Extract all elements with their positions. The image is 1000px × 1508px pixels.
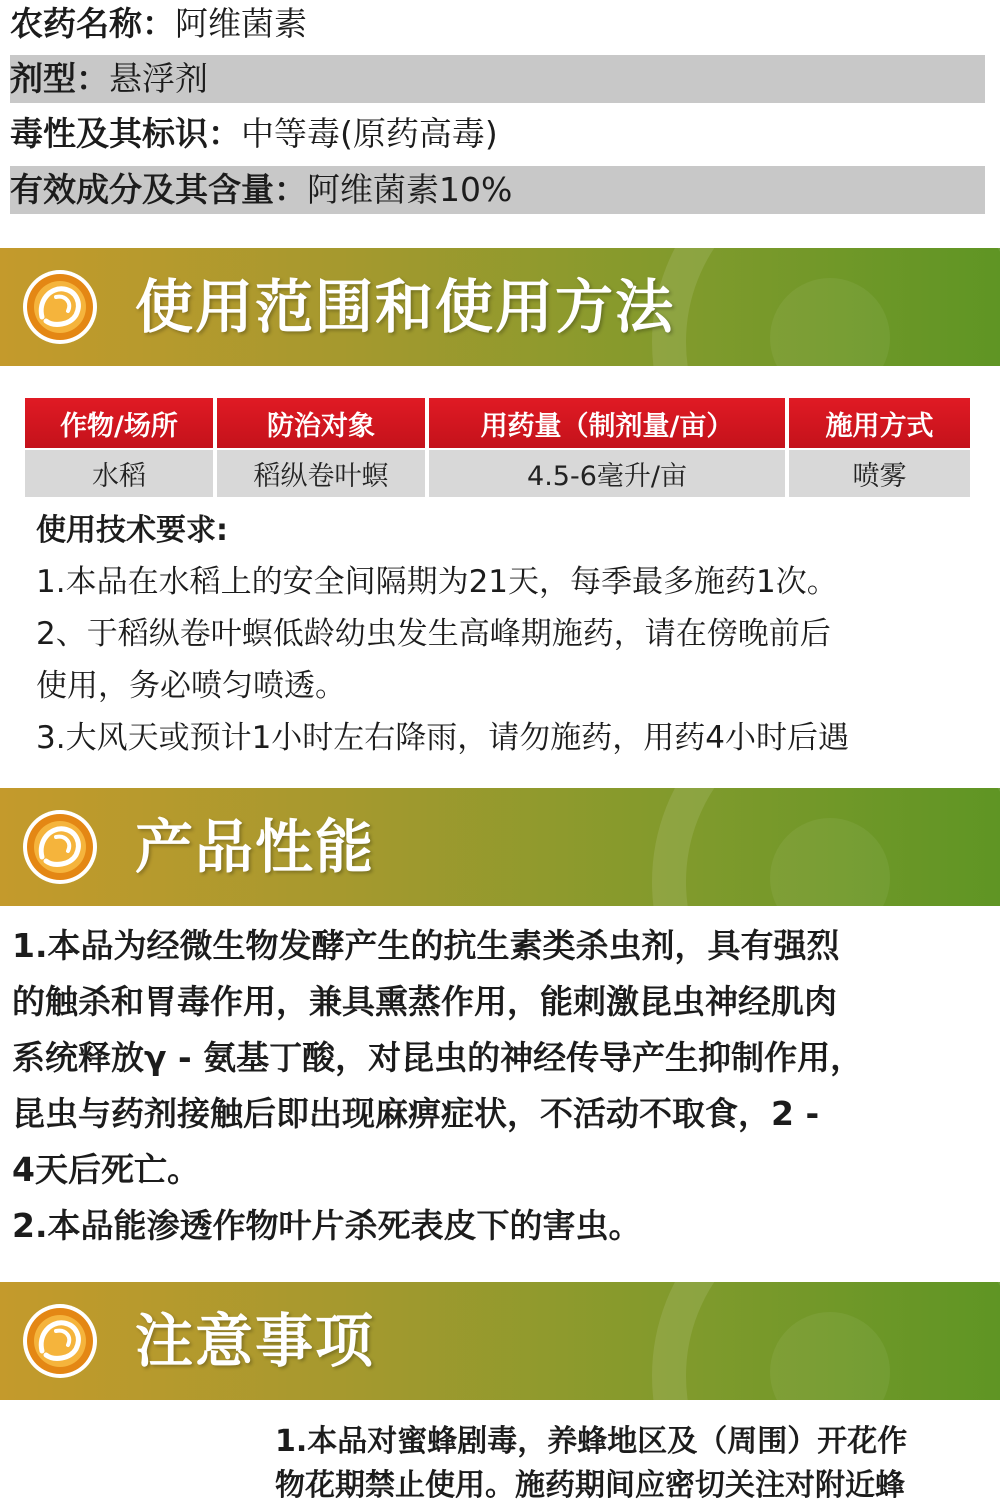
table-cell: 喷雾 — [787, 449, 970, 497]
usage-requirements — [36, 506, 971, 764]
section-banner-usage — [0, 248, 1000, 366]
dosage-table — [25, 398, 970, 497]
usage-heading: 使用技术要求: — [36, 513, 228, 548]
table-header-cell: 防治对象 — [215, 398, 427, 449]
usage-line: 3.大风天或预计1小时左右降雨，请勿施药，用药4小时后遇 — [36, 720, 850, 756]
performance-line: 昆虫与药剂接触后即出现麻痹症状，不活动不取食，2 - — [12, 1094, 820, 1133]
info-row-formulation — [10, 55, 985, 103]
table-cell: 4.5-6毫升/亩 — [427, 449, 787, 497]
info-label: 剂型： — [10, 59, 109, 98]
brand-logo-icon — [20, 1301, 100, 1381]
notes-line: 1.本品对蜜蜂剧毒，养蜂地区及（周围）开花作 — [275, 1424, 908, 1459]
table-header-cell: 作物/场所 — [25, 398, 215, 449]
performance-line: 的触杀和胃毒作用，兼具熏蒸作用，能刺激昆虫神经肌肉 — [12, 982, 837, 1021]
performance-text — [12, 918, 987, 1254]
info-label: 毒性及其标识： — [10, 114, 241, 153]
info-row-name — [10, 0, 985, 48]
section-title: 使用范围和使用方法 — [135, 273, 676, 341]
usage-line: 1.本品在水稻上的安全间隔期为21天，每季最多施药1次。 — [36, 564, 838, 600]
table-row — [25, 449, 970, 497]
info-value: 中等毒(原药高毒) — [241, 114, 498, 153]
performance-line: 2.本品能渗透作物叶片杀死表皮下的害虫。 — [12, 1206, 642, 1245]
info-label: 农药名称： — [10, 4, 175, 43]
info-value: 阿维菌素10% — [307, 170, 513, 209]
section-banner-notes — [0, 1282, 1000, 1400]
section-title: 产品性能 — [135, 813, 376, 881]
section-title: 注意事项 — [135, 1307, 376, 1375]
table-header-row — [25, 398, 970, 449]
usage-line: 使用，务必喷匀喷透。 — [36, 668, 346, 704]
info-row-toxicity — [10, 110, 985, 158]
notes-text — [275, 1420, 990, 1508]
table-header-cell: 施用方式 — [787, 398, 970, 449]
info-row-ingredient — [10, 166, 985, 214]
performance-line: 4天后死亡。 — [12, 1150, 200, 1189]
info-value: 悬浮剂 — [109, 59, 208, 98]
usage-line: 2、于稻纵卷叶螟低龄幼虫发生高峰期施药，请在傍晚前后 — [36, 616, 831, 652]
table-cell: 稻纵卷叶螟 — [215, 449, 427, 497]
brand-logo-icon — [20, 267, 100, 347]
performance-line: 1.本品为经微生物发酵产生的抗生素类杀虫剂，具有强烈 — [12, 926, 840, 965]
section-banner-performance — [0, 788, 1000, 906]
info-label: 有效成分及其含量： — [10, 170, 307, 209]
table-header-cell: 用药量（制剂量/亩） — [427, 398, 787, 449]
info-value: 阿维菌素 — [175, 4, 307, 43]
table-cell: 水稻 — [25, 449, 215, 497]
performance-line: 系统释放γ - 氨基丁酸，对昆虫的神经传导产生抑制作用， — [12, 1038, 864, 1077]
brand-logo-icon — [20, 807, 100, 887]
notes-line: 物花期禁止使用。施药期间应密切关注对附近蜂 — [275, 1468, 905, 1503]
